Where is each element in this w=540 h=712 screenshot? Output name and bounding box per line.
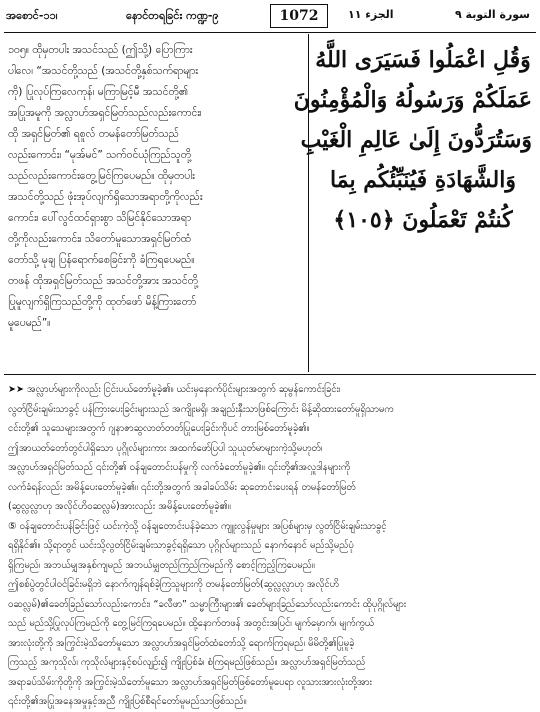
arabic-line: وَسَتُرَدُّونَ إِلَىٰ عَالِمِ الْغَيْبِ — [300, 127, 532, 153]
translation-line: တို့ကိုလည်းကောင်း၊ သိတော်မူသောအရှင်မြတ်ထံ — [8, 233, 191, 245]
translation-line: ပြုမူလျက်ရှိကြသည်တို့ကို ထုတ်ဖော် မိန့်ကြားတော် — [8, 296, 197, 308]
note-line: ရှိကြမည်၊ အဘယ်မျှအနှစ်ကျမည် အဘယ်မျှတည်ကြည်ကြမည်ကို စောင့်ကြည့်ကြပေမည်။ — [8, 559, 315, 571]
arabic-verse — [293, 40, 532, 240]
note-line: ဤအာယတ်တော်တွင်ပါရှိသော ပုဂ္ဂိုလ်များကား အထက်ဖော်ပြပါ သူယုတ်မာများကဲ့သို့မဟုတ်၊ — [8, 442, 323, 454]
translation-line: ပါလေ၊ “အသင်တို့သည် (အသင်တို့နှစ်သက်ရာများ — [8, 65, 198, 77]
note-line: (ဆွလ္လလ္လာဟု အလိုင်ဟိဝဆလ္လမ်)အားလည်း အမိန့်ပေးတော်မူခဲ့၏။ — [8, 501, 231, 512]
translation-line: အပြုအမူကို အလ္လာဟ်အရှင်မြတ်သည်လည်းကောင်း၊ — [8, 107, 202, 119]
note-line: အရာခပ်သိမ်းကိုတို့ကို အကြွင်းမဲ့သိတော်မူသော အလ္လာဟ်အရှင်မြတ်ဖြစ်တော်မူပေရာ လူသားအားလုံးတို့အား — [8, 676, 372, 688]
page-header — [6, 4, 534, 28]
notes-rule — [4, 374, 536, 375]
translation-line: ထို အရှင်မြတ်၏ ရစူလ် တမန်တော်မြတ်သည် — [8, 128, 179, 140]
note-line: ၎င်းတို့၏အပြုအနေအမှုနှင့်အညီ ကျိုးပြစ်စီရင်တော်မူမည်သာဖြစ်သည်။ — [8, 696, 247, 707]
note-line: အလ္လာဟ်အရှင်မြတ်သည် ၎င်းတို့၏ ဝန်ချတောင်းပန်မှုကို လက်ခံတော်မူခဲ့၏။ ၎င်းတို့၏အလှူဒါနများကို — [8, 462, 351, 473]
arabic-line: وَقُلِ اعْمَلُوا فَسَيَرَى اللَّهُ — [315, 47, 531, 73]
surah-label: سورة التوبة ٩ — [454, 8, 530, 21]
translation-line: ၁၀၅။ ထိုမှတပါး အသင်သည် (ဤသို့) ပြောကြား — [8, 44, 193, 56]
translation-line: တဖန် ထိုအရှင်မြတ်သည် အသင်တို့အား အသင်တို့ — [8, 275, 198, 287]
page-number: 1072 — [270, 4, 328, 28]
note-line: ⑤ ဝန်ချတောင်းပန်ခြင်းဖြင့် ယင်းကဲ့သို့ ဝန်ချတောင်းပန်ခဲ့သော ကျူးလွန်မှုများ အပြစ်များမှ လွတ်ငြိမ်းချမ်းသာခွင့် — [8, 520, 387, 532]
translation-line: လည်းကောင်း၊ “မုအ်မင်” သက်ဝင်ယုံကြည်သူတို့ — [8, 149, 192, 161]
note-line: လက်ခံရန်လည်း အမိန့်ပေးတော်မူခဲ့၏။ ၎င်းတို့အတွက် အခါခပ်သိမ်း ဆုတောင်းပေးရန် တမန်တော်မြတ် — [8, 481, 356, 493]
note-line: ➤➤ အလ္လာဟ်များကိုလည်း ငြင်းပယ်တော်မူခဲ့၏။ ယင်းမှနောက်ပိုင်းများအတွက် ဆုမွန်ကောင်းခြင်း၊ — [8, 384, 341, 395]
volume-label: အစောင်-၁၁၊ — [6, 9, 58, 22]
section-label: နောင်တရခြင်း ကဏ္ဍ-၉ — [126, 9, 219, 22]
translation-line: အသင်တို့သည် ဖုံးအုပ်လျက်ရှိသောအရာတို့ကိုလည်း — [8, 191, 203, 203]
translation-line: သည်လည်းကောင်းတွေ့မြင်ကြပေမည်။ ထိုမှတပါး — [8, 170, 195, 182]
note-line: ဝဆလ္လမ်)၏ခေတ်ခြည်သော်လည်းကောင်း၊ “ခလီဖာ” သမ္မာကြီးများ၏ ခေတ်များခြည်သော်လည်းကောင်း ထိုပုဂ္ဂိုလ်များ — [8, 598, 407, 610]
note-line: ငင်းတို့၏ သူသေများအတွက် ဂျနာဇာဆွလာတ်တတ်ပြုပေးခြင်းကိုပင် တားမြစ်တော်မူခဲ့၏။ — [8, 423, 310, 434]
note-line: ရရှိနိုင်၏။ သို့ရာတွင် ယင်းသို့လွတ်ငြိမ်းချမ်းသာခွင့်ရရှိသော ပုဂ္ဂိုလ်များသည် နောက်နောင် မည်သို့မည်ပုံ — [8, 540, 354, 551]
note-line: ဤစစ်ပွဲတွင်ပါဝင်ခြင်းမရှိဘဲ နောက်ကျန်ရစ်ခဲ့ကြသူများကို တမန်တော်မြတ်(ဆွလ္လလ္လာဟု အလိုင်ဟိ — [8, 579, 339, 590]
arabic-line: وَالشَّهَادَةِ فَيُنَبِّئُكُم بِمَا — [330, 167, 516, 193]
note-line: အားလုံးတို့ကို အကြွင်းမဲ့သိတော်မူသော အလ္လာဟ်အရှင်မြတ်ထံတော်သို့ ရောက်ကြရမည်၊ မိမိတို့၏ပြုမူခဲ့ — [8, 637, 355, 649]
translation-column — [8, 40, 304, 334]
header-rule — [4, 32, 536, 33]
translation-line: တော်သို့ မုချ ပြန်ရောက်စေခြင်းကို ခံကြရပေမည်။ — [8, 254, 195, 266]
note-line: ကြသည့် အကုသိုလ်၊ ကုသိုလ်များနှင့်စပ်လျဉ်း၍ ကျိုးပြစ်ခံ၊ စံကြရမည်ဖြစ်သည်။ အလ္လာဟ်အရှင်မြတ်သည် — [8, 657, 366, 668]
commentary-notes — [8, 380, 532, 712]
note-line: သည် မည်သို့ပြုလုပ်ကြမည်ကို တွေ့မြင်ကြရပေမည်။ ထို့နောက်တဖန် အတွင်းအပြင်၊ မျက်မှောက်၊ မျက်ကွယ် — [8, 618, 375, 629]
note-line: လွတ်ငြိမ်းချမ်းသာခွင့် ပန်ကြားပေးခြင်းများသည် အကျိုးမရှိ၊ အချည်းနှီးသာဖြစ်ကြောင်း မိန့်ဆိုထားတော်မူရှိသာမက — [8, 403, 394, 415]
arabic-line: كُنتُمْ تَعْمَلُونَ ﴿١٠٥﴾ — [333, 207, 513, 233]
juz-label: الجزء ١١ — [348, 8, 394, 21]
arabic-line: عَمَلَكُمْ وَرَسُولُهُ وَالْمُؤْمِنُونَ — [293, 87, 532, 113]
translation-line: မူပေမည်”။ — [8, 317, 51, 329]
translation-line: ကောင်း၊ ပေါ်လွင်ထင်ရှားစွာ သိမြင်နိုင်သောအရာ — [8, 212, 192, 224]
translation-line: ကို) ပြုလုပ်ကြလေကုန်၊ မကြာမြင့်မီ အသင်တို့၏ — [8, 86, 189, 98]
